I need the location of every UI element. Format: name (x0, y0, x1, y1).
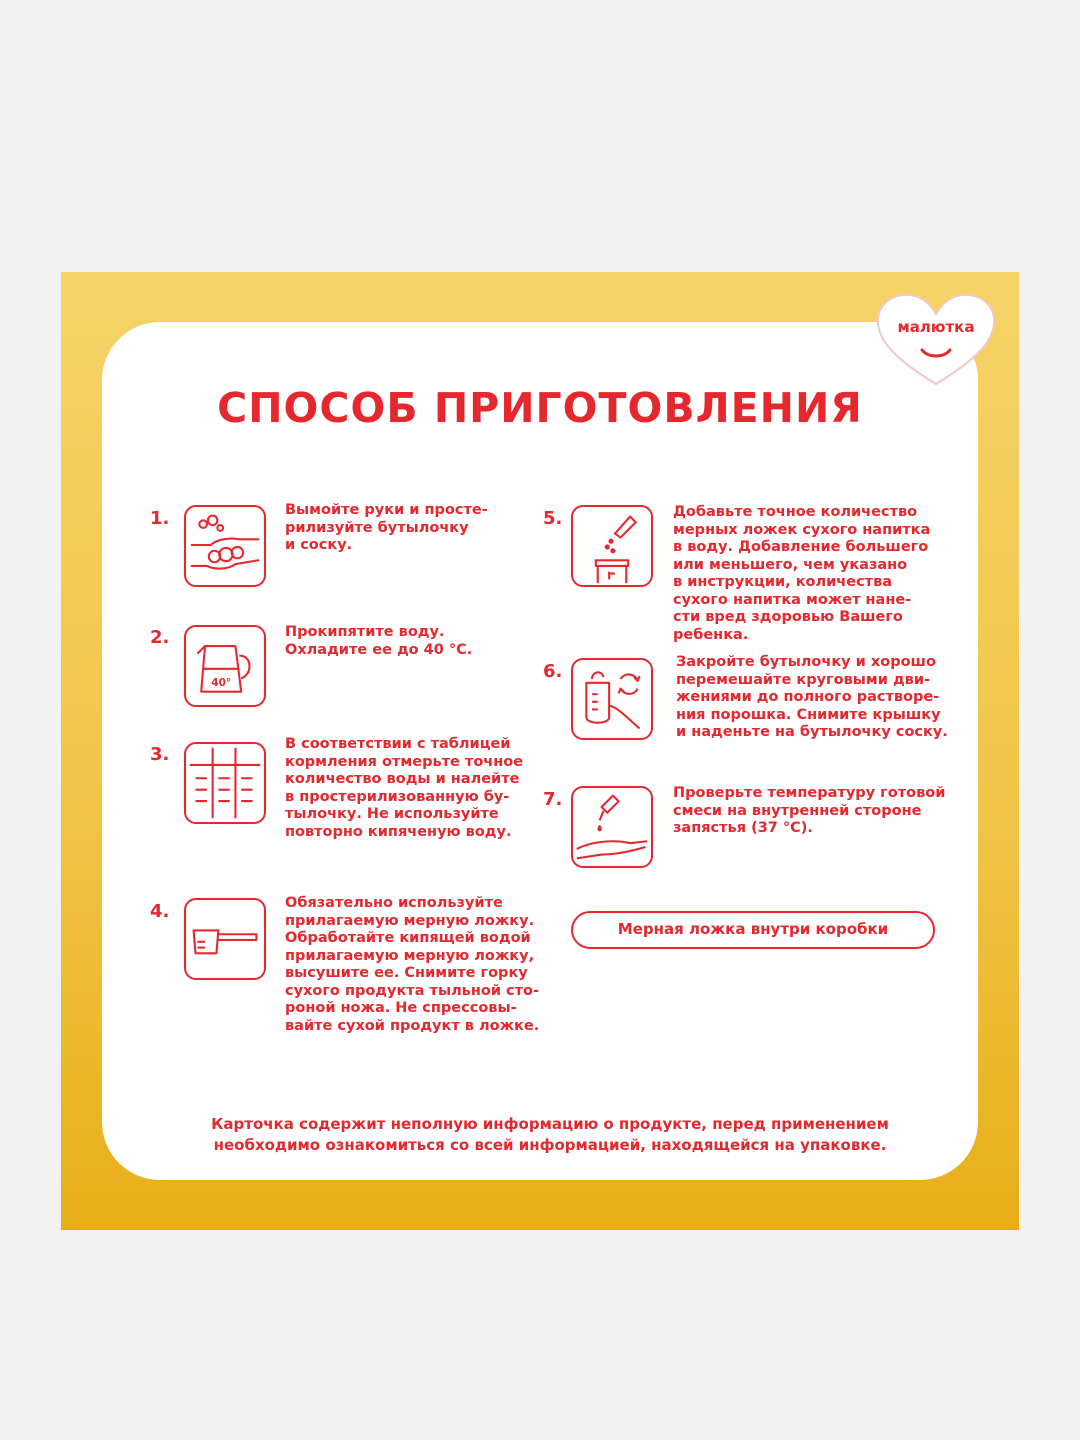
feeding-table-icon (184, 742, 266, 824)
page-title: СПОСОБ ПРИГОТОВЛЕНИЯ (217, 384, 863, 432)
step-2-text: Прокипятите воду. Охладите ее до 40 °С. (285, 624, 473, 658)
step-5-text: Добавьте точное количество мерных ложек сухого напитка в воду. Добавление большего или меньшего, чем указано в инструкции, количества сухого напитка может нане- сти вред здоровью Вашего ребенка. (673, 504, 931, 643)
measuring-spoon-icon (184, 898, 266, 980)
kettle-temperature: 40° (211, 676, 232, 689)
step-3-text: В соответствии с таблицей кормления отмерьте точное количество воды и налейте в простерилизованную бу- тылочку. Не используйте повторно кипяченую воду. (285, 736, 524, 840)
disclaimer-footer: Карточка содержит неполную информацию о продукте, перед применением необходимо ознакомиться со всей информацией, находящейся на упаковке. (211, 1115, 889, 1154)
add-powder-icon (571, 505, 653, 587)
step-7-text: Проверьте температуру готовой смеси на внутренней стороне запястья (37 °С). (673, 785, 946, 836)
step-1-number: 1. (150, 508, 170, 529)
step-4-number: 4. (150, 901, 170, 922)
spoon-inside-box-note: Мерная ложка внутри коробки (571, 911, 935, 949)
wrist-test-icon (571, 786, 653, 868)
step-4-text: Обязательно используйте прилагаемую мерную ложку. Обработайте кипящей водой прилагаемую мерную ложку, высушите ее. Снимите горку сухого продукта тыльной сто- роной ножа. Не спрессовы- вайте сухой продукт в ложке. (285, 895, 540, 1034)
step-1-text: Вымойте руки и просте- рилизуйте бутылочку и соску. (285, 502, 488, 553)
step-3-number: 3. (150, 744, 170, 765)
step-2-number: 2. (150, 627, 170, 648)
logo-text: малютка (897, 318, 975, 336)
hands-wash-icon (184, 505, 266, 587)
step-6-text: Закройте бутылочку и хорошо перемешайте круговыми дви- жениями до полного растворе- ния порошка. Снимите крышку и наденьте на бутылочку соску. (676, 654, 948, 740)
shake-bottle-icon (571, 658, 653, 740)
step-5-number: 5. (543, 508, 563, 529)
step-6-number: 6. (543, 661, 563, 682)
step-7-number: 7. (543, 789, 563, 810)
kettle-icon (184, 625, 266, 707)
brand-logo (870, 288, 1002, 388)
